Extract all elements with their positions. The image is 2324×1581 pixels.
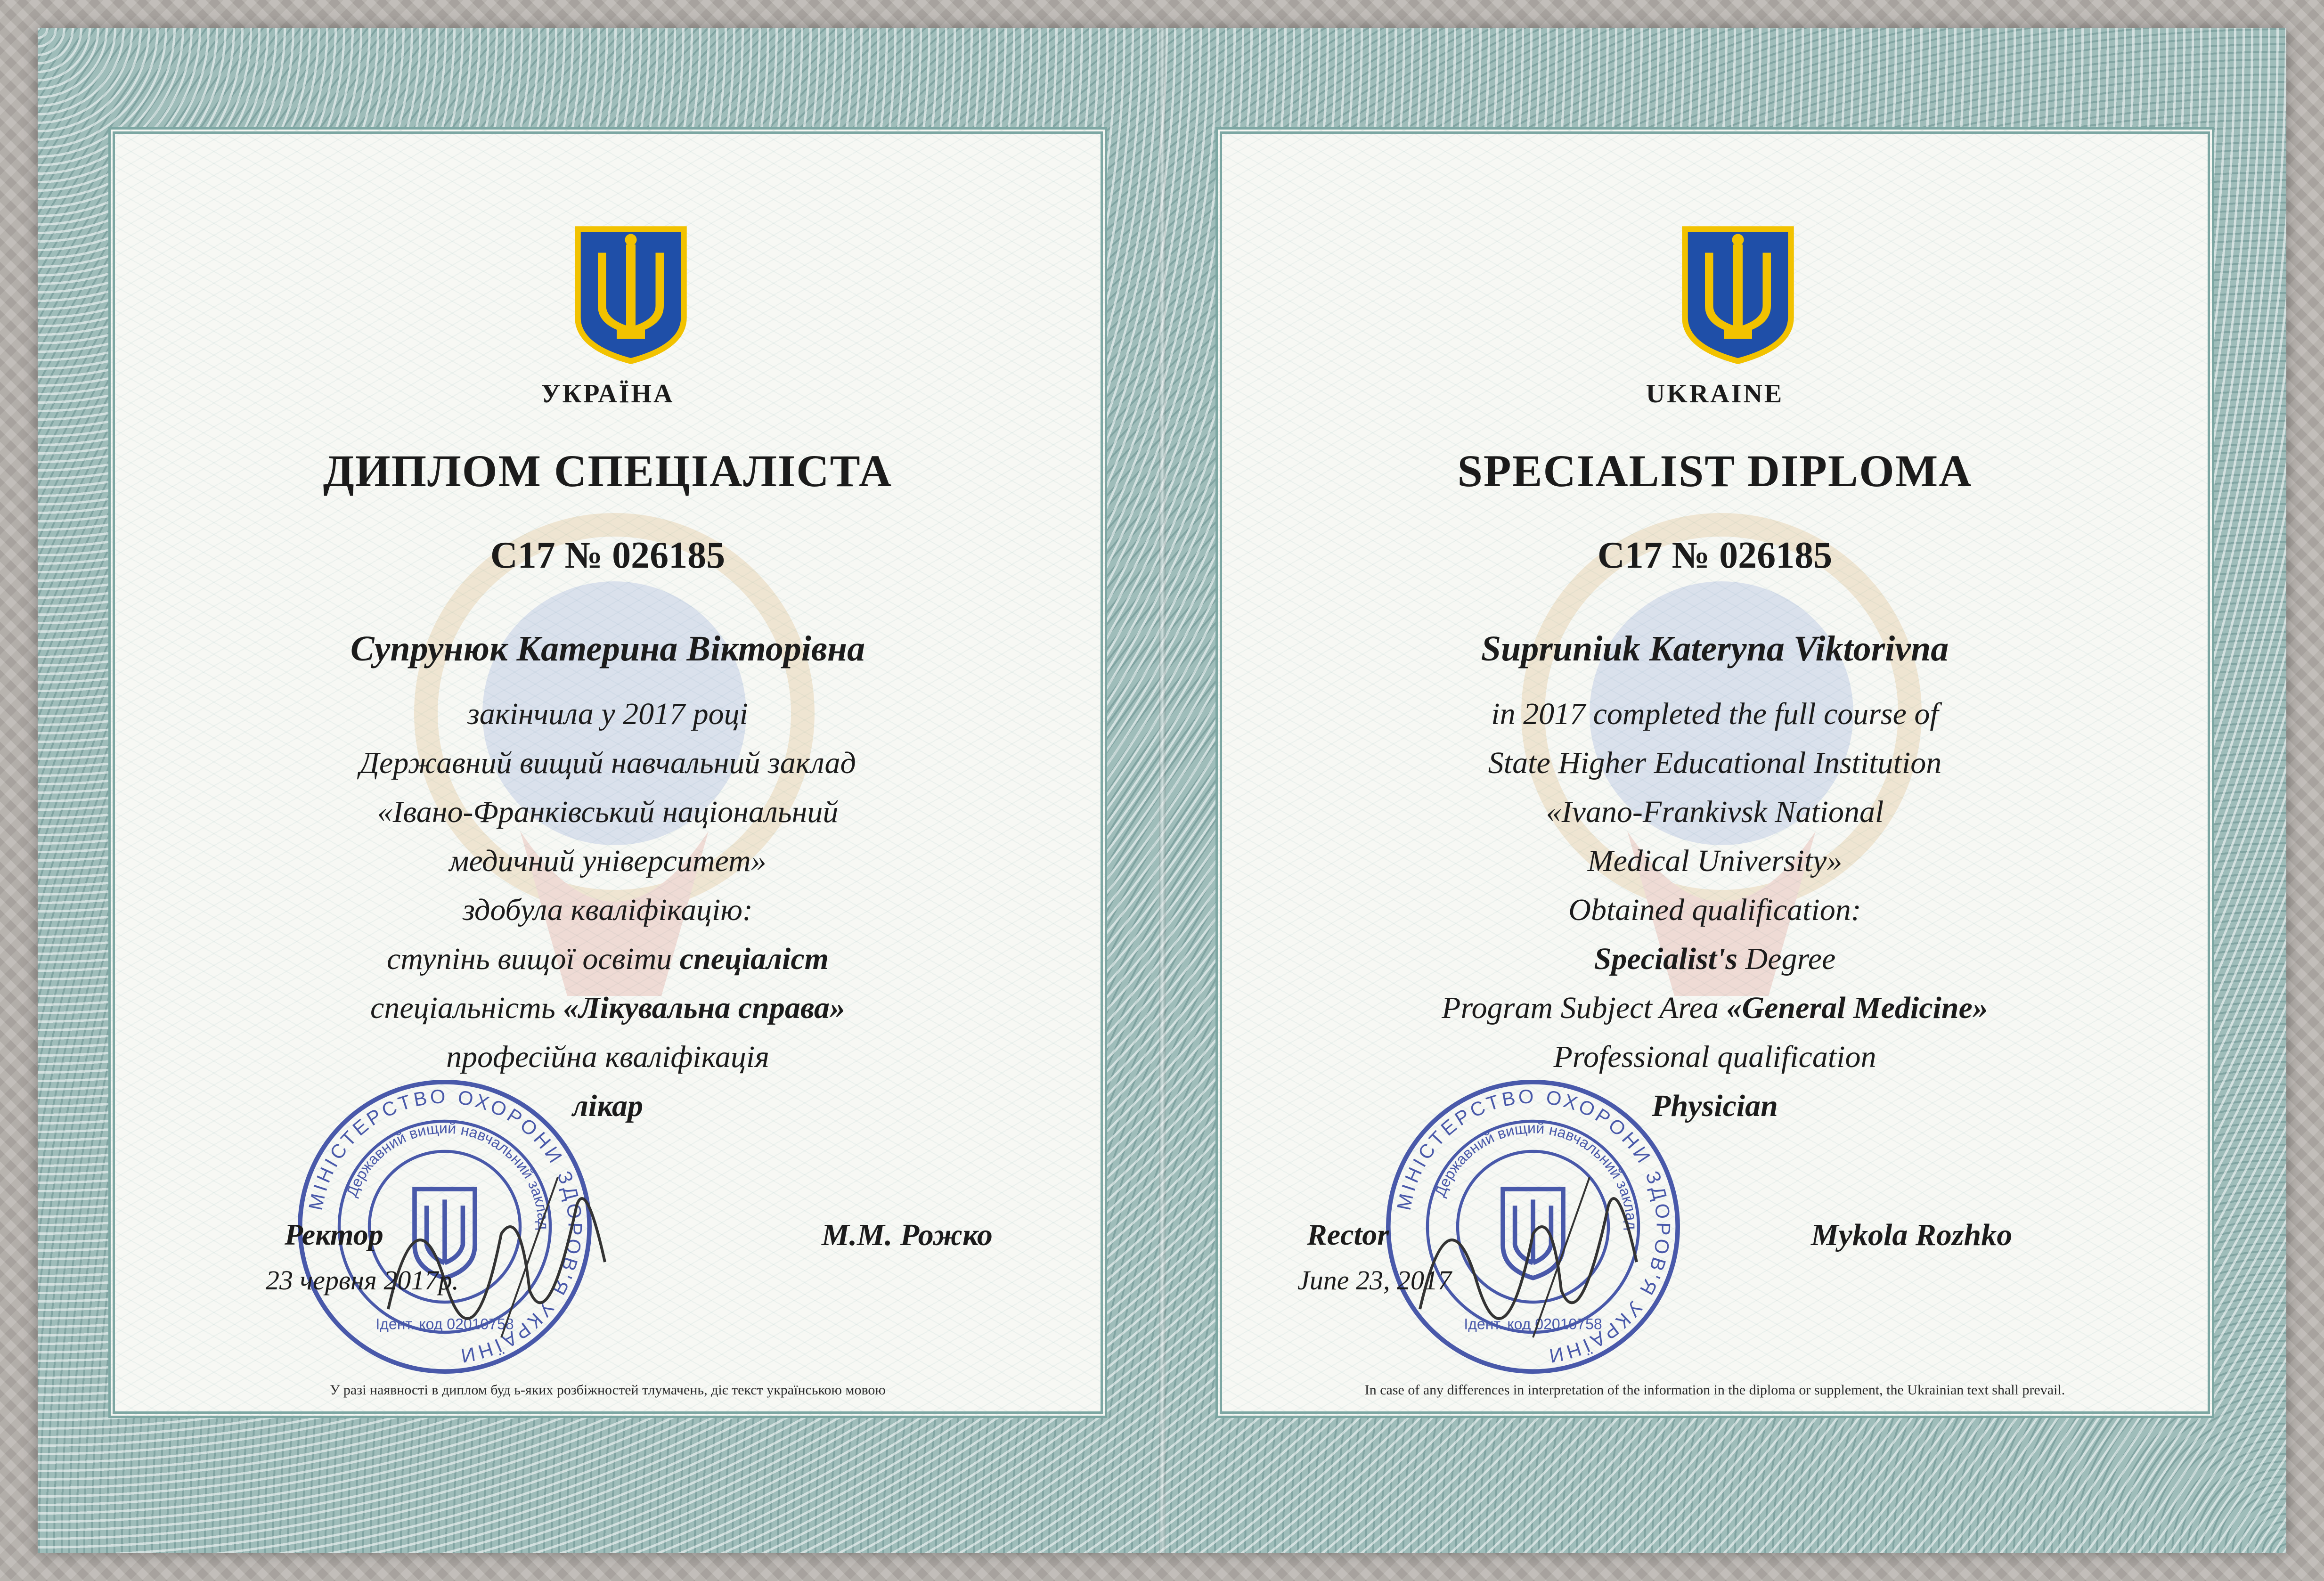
language-footnote: In case of any differences in interpretation of the information in the diploma or supplement, the Ukrainian text shall prevail. [1364, 1382, 2065, 1398]
svg-text:Ідент. код 02010758: Ідент. код 02010758 [1464, 1315, 1602, 1333]
specialty-value: «Лікувальна справа» [563, 991, 845, 1025]
ukraine-trident-icon [572, 223, 690, 365]
degree-label: Degree [1737, 942, 1836, 976]
specialty-value: «General Medicine» [1726, 991, 1988, 1025]
body-line [115, 984, 1101, 1033]
body-line: закінчила у 2017 році [467, 697, 748, 731]
degree-value: спеціаліст [679, 942, 829, 976]
document-title: SPECIALIST DIPLOMA [1457, 446, 1973, 496]
body-line: «Івано-Франківський національний [377, 795, 839, 829]
country-name: UKRAINE [1646, 379, 1784, 408]
issue-date: June 23, 2017 [1297, 1265, 1451, 1296]
handwritten-signature-icon [1392, 1147, 1674, 1359]
specialty-label: Program Subject Area [1442, 991, 1727, 1025]
specialty-label: спеціальність [370, 991, 563, 1025]
svg-text:МІНІСТЕРСТВО ОХОРОНИ ЗДОРОВ'Я: МІНІСТЕРСТВО ОХОРОНИ ЗДОРОВ'Я УКРАЇНИ [1392, 1085, 1675, 1368]
ukraine-trident-icon [1679, 223, 1797, 365]
right-page-english [1215, 127, 2214, 1418]
body-line [1222, 935, 2208, 984]
diploma-serial-number: С17 № 026185 [490, 535, 726, 576]
svg-text:Ідент. код 02010758: Ідент. код 02010758 [375, 1315, 514, 1333]
qualification-value: Physician [1652, 1089, 1778, 1123]
document-title: ДИПЛОМ СПЕЦІАЛІСТА [323, 446, 893, 496]
handwritten-signature-icon [360, 1147, 643, 1359]
svg-text:МІНІСТЕРСТВО ОХОРОНИ ЗДОРОВ'Я: МІНІСТЕРСТВО ОХОРОНИ ЗДОРОВ'Я УКРАЇНИ [304, 1085, 587, 1368]
language-footnote: У разі наявності в диплом буд ь-яких розбіжностей тлумачень, діє текст українською мовою [330, 1382, 886, 1398]
diploma-serial-number: C17 № 026185 [1597, 535, 1833, 576]
body-line: здобула кваліфікацію: [463, 893, 753, 927]
body-line: Obtained qualification: [1568, 893, 1861, 927]
body-line: Medical University» [1587, 844, 1843, 878]
body-line: професійна кваліфікація [446, 1040, 769, 1074]
body-line [115, 1082, 1101, 1131]
body-line: State Higher Educational Institution [1488, 746, 1942, 780]
diploma-body-text [115, 690, 1101, 1131]
left-page-ukrainian [108, 127, 1107, 1418]
degree-label: ступінь вищої освіти [387, 942, 680, 976]
diploma-body-text [1222, 690, 2208, 1131]
signer-name: М.М. Рожко [822, 1218, 993, 1252]
body-line [1222, 1082, 2208, 1131]
diploma-document [38, 28, 2286, 1553]
qualification-value: лікар [572, 1089, 643, 1123]
signer-name: Mykola Rozhko [1811, 1218, 2013, 1252]
signer-role: Rector [1307, 1218, 1389, 1251]
holder-name: Супрунюк Катерина Вікторівна [350, 629, 865, 668]
svg-text:Державний вищий навчальний зак: Державний вищий навчальний заклад [1431, 1119, 1640, 1230]
body-line [115, 935, 1101, 984]
body-line: Professional qualification [1553, 1040, 1876, 1074]
issue-date: 23 червня 2017р. [266, 1265, 459, 1296]
body-line: in 2017 completed the full course of [1491, 697, 1939, 731]
body-line: Державний вищий навчальний заклад [359, 746, 856, 780]
body-line: «Ivano-Frankivsk National [1546, 795, 1884, 829]
country-name: УКРАЇНА [541, 379, 675, 408]
svg-text:Державний вищий навчальний зак: Державний вищий навчальний заклад [342, 1119, 552, 1230]
holder-name: Supruniuk Kateryna Viktorivna [1481, 629, 1949, 668]
body-line: медичний університет» [449, 844, 767, 878]
signer-role: Ректор [285, 1218, 383, 1251]
body-line [1222, 984, 2208, 1033]
page-fold [1159, 28, 1166, 1553]
degree-value: Specialist's [1594, 942, 1738, 976]
